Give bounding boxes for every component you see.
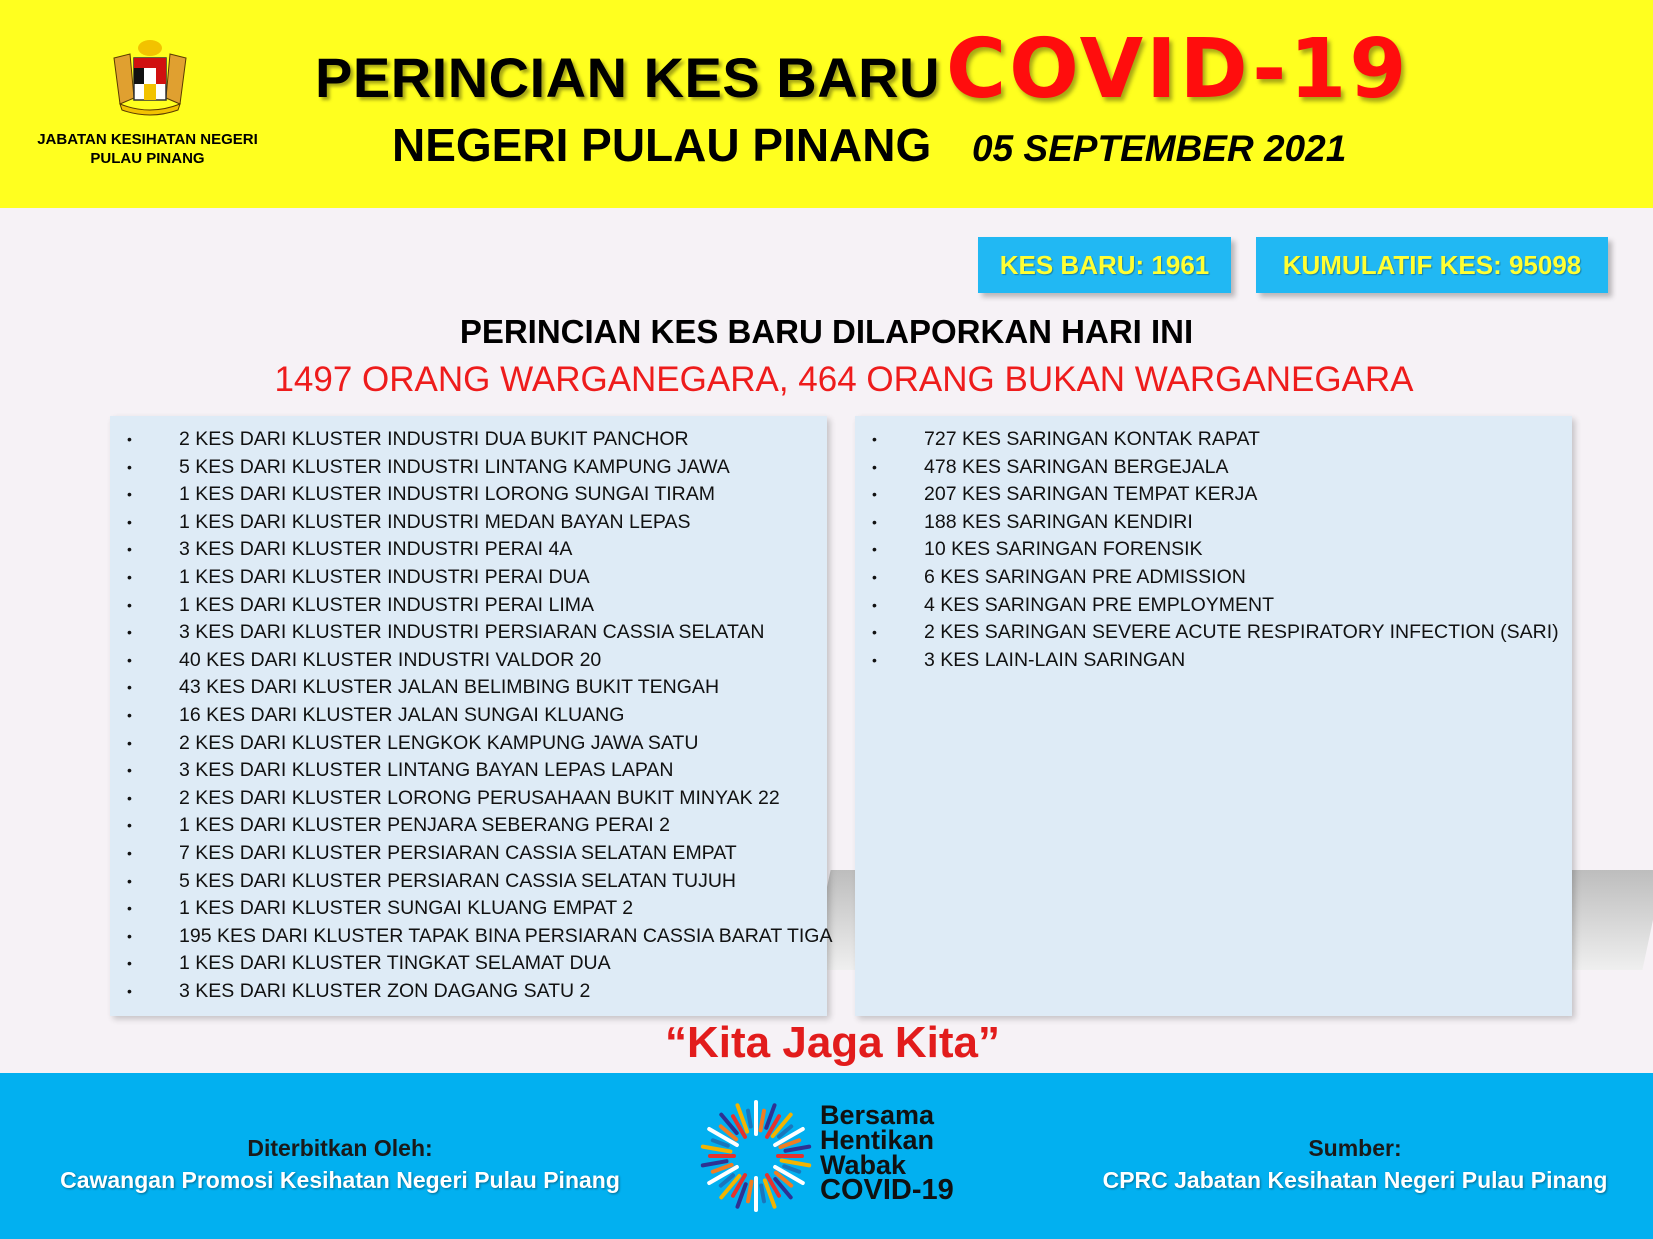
- list-item-text: 3 KES DARI KLUSTER INDUSTRI PERSIARAN CASSIA SELATAN: [179, 621, 765, 644]
- bullet-icon: •: [127, 596, 132, 613]
- burst-stroke: [784, 1166, 799, 1171]
- list-item-text: 1 KES DARI KLUSTER INDUSTRI PERAI LIMA: [179, 593, 595, 616]
- burst-stroke: [748, 1111, 751, 1127]
- campaign-word: Bersama: [820, 1100, 935, 1130]
- list-item: [110, 619, 827, 647]
- list-item-text: 478 KES SARINGAN BERGEJALA: [924, 455, 1229, 478]
- list-item: [110, 647, 827, 675]
- bullet-icon: •: [872, 431, 877, 447]
- department-name: JABATAN KESIHATAN NEGERI PULAU PINANG: [37, 131, 258, 167]
- list-item: [110, 481, 827, 509]
- list-item-text: 3 KES DARI KLUSTER INDUSTRI PERAI 4A: [179, 538, 573, 561]
- new-cases-badge: KES BARU: 1961: [978, 237, 1231, 293]
- list-item-text: 195 KES DARI KLUSTER TAPAK BINA PERSIARAN CASSIA BARAT TIGA: [179, 924, 833, 947]
- list-item: [855, 536, 1572, 564]
- campaign-word: Wabak: [820, 1150, 907, 1180]
- list-item: [855, 647, 1572, 675]
- list-item: [110, 592, 827, 620]
- list-item-text: 10 KES SARINGAN FORENSIK: [924, 538, 1203, 561]
- list-item-text: 1 KES DARI KLUSTER INDUSTRI MEDAN BAYAN LEPAS: [179, 510, 691, 533]
- bullet-icon: •: [127, 568, 132, 585]
- bullet-icon: •: [127, 734, 132, 751]
- bullet-icon: •: [127, 844, 132, 861]
- list-item-text: 1 KES DARI KLUSTER TINGKAT SELAMAT DUA: [179, 952, 611, 975]
- list-item: [855, 481, 1572, 509]
- list-item-text: 2 KES DARI KLUSTER INDUSTRI DUA BUKIT PANCHOR: [179, 428, 689, 450]
- list-item: [110, 923, 833, 951]
- burst-stroke: [713, 1140, 728, 1145]
- list-item: [110, 674, 827, 702]
- list-item-text: 7 KES DARI KLUSTER PERSIARAN CASSIA SELATAN EMPAT: [179, 841, 737, 864]
- bullet-icon: •: [872, 458, 877, 475]
- bullet-icon: •: [872, 568, 877, 585]
- burst-stroke: [782, 1161, 810, 1166]
- list-item-text: 16 KES DARI KLUSTER JALAN SUNGAI KLUANG: [179, 703, 625, 726]
- bullet-icon: •: [872, 651, 877, 668]
- bullet-icon: •: [127, 706, 132, 723]
- list-item-text: 207 KES SARINGAN TEMPAT KERJA: [924, 483, 1258, 506]
- list-item: [110, 950, 827, 978]
- campaign-word: Hentikan: [820, 1125, 935, 1155]
- coat-of-arms-icon: [90, 38, 210, 118]
- list-item: [110, 812, 827, 840]
- list-item-text: 4 KES SARINGAN PRE EMPLOYMENT: [924, 593, 1275, 616]
- bullet-icon: •: [127, 486, 132, 503]
- bullet-icon: •: [127, 927, 132, 944]
- burst-stroke: [761, 1111, 765, 1131]
- list-item-text: 40 KES DARI KLUSTER INDUSTRI VALDOR 20: [179, 648, 602, 671]
- bullet-icon: •: [872, 596, 877, 613]
- cluster-list: [110, 416, 833, 1005]
- bullet-icon: •: [127, 900, 132, 917]
- bullet-icon: •: [127, 789, 132, 806]
- burst-stroke: [703, 1147, 731, 1152]
- bullet-icon: •: [872, 624, 877, 641]
- list-item-text: 2 KES SARINGAN SEVERE ACUTE RESPIRATORY INFECTION (SARI): [924, 621, 1559, 644]
- list-item-text: 3 KES DARI KLUSTER ZON DAGANG SATU 2: [179, 979, 591, 1002]
- list-item-text: 3 KES LAIN-LAIN SARINGAN: [924, 648, 1186, 671]
- cluster-panel: [110, 416, 833, 1016]
- title-line1: PERINCIAN KES BARU: [315, 46, 941, 109]
- campaign-logo-text: [820, 1100, 954, 1206]
- burst-stroke: [748, 1182, 752, 1202]
- list-item: [110, 840, 827, 868]
- list-item: [855, 592, 1572, 620]
- bullet-icon: •: [127, 817, 132, 834]
- cumulative-cases-badge: KUMULATIF KES: 95098: [1256, 237, 1608, 293]
- list-item: [110, 785, 827, 813]
- section-heading: PERINCIAN KES BARU DILAPORKAN HARI INI: [459, 313, 1194, 350]
- list-item-text: 1 KES DARI KLUSTER INDUSTRI LORONG SUNGAI TIRAM: [179, 483, 715, 506]
- title-covid: COVID-19: [946, 22, 1410, 117]
- list-item-text: 1 KES DARI KLUSTER PENJARA SEBERANG PERAI 2: [179, 814, 670, 837]
- bullet-icon: •: [872, 486, 877, 503]
- bullet-icon: •: [872, 513, 877, 530]
- bullet-icon: •: [127, 651, 132, 668]
- list-item: [110, 536, 827, 564]
- burst-stroke: [761, 1186, 764, 1202]
- campaign-burst-icon: [698, 1098, 814, 1214]
- list-item-text: 727 KES SARINGAN KONTAK RAPAT: [924, 428, 1260, 450]
- slogan: “Kita Jaga Kita”: [665, 1018, 1000, 1067]
- source-text: CPRC Jabatan Kesihatan Negeri Pulau Pinang: [1102, 1167, 1608, 1193]
- bullet-icon: •: [127, 762, 132, 779]
- list-item: [110, 426, 827, 454]
- bullet-icon: •: [127, 982, 132, 999]
- list-item-text: 188 KES SARINGAN KENDIRI: [924, 510, 1193, 533]
- list-item: [855, 564, 1572, 592]
- bullet-icon: •: [127, 458, 132, 475]
- bullet-icon: •: [127, 679, 132, 696]
- published-label: Diterbitkan Oleh:: [247, 1135, 433, 1161]
- bullet-icon: •: [127, 624, 132, 641]
- list-item-text: 2 KES DARI KLUSTER LENGKOK KAMPUNG JAWA SATU: [179, 731, 699, 754]
- list-item-text: 2 KES DARI KLUSTER LORONG PERUSAHAAN BUKIT MINYAK 22: [179, 786, 780, 809]
- list-item-text: 43 KES DARI KLUSTER JALAN BELIMBING BUKIT TENGAH: [179, 676, 720, 699]
- bullet-icon: •: [127, 513, 132, 530]
- list-item: [855, 509, 1572, 537]
- list-item-text: 5 KES DARI KLUSTER INDUSTRI LINTANG KAMPUNG JAWA: [179, 455, 730, 478]
- list-item-text: 3 KES DARI KLUSTER LINTANG BAYAN LEPAS LAPAN: [179, 759, 674, 782]
- burst-stroke: [786, 1147, 810, 1151]
- report-date: 05 SEPTEMBER 2021: [972, 128, 1347, 169]
- bullet-icon: •: [872, 541, 877, 558]
- list-item: [110, 454, 827, 482]
- list-item-text: 1 KES DARI KLUSTER INDUSTRI PERAI DUA: [179, 565, 590, 588]
- screening-panel: [855, 416, 1572, 1016]
- list-item: [110, 757, 827, 785]
- list-item: [855, 454, 1572, 482]
- list-item: [855, 619, 1572, 647]
- bullet-icon: •: [127, 872, 132, 889]
- list-item: [110, 895, 827, 923]
- list-item: [110, 564, 827, 592]
- list-item: [110, 702, 827, 730]
- bullet-icon: •: [127, 431, 132, 447]
- list-item: [110, 730, 827, 758]
- list-item-text: 1 KES DARI KLUSTER SUNGAI KLUANG EMPAT 2: [179, 897, 634, 920]
- list-item: [110, 978, 827, 1006]
- list-item: [110, 868, 827, 896]
- source-label: Sumber:: [1308, 1135, 1402, 1161]
- list-item: [855, 426, 1572, 454]
- campaign-word: COVID-19: [820, 1174, 954, 1206]
- published-by: Cawangan Promosi Kesihatan Negeri Pulau Pinang: [60, 1167, 620, 1193]
- bullet-icon: •: [127, 955, 132, 972]
- list-item: [110, 509, 827, 537]
- section-subheading: 1497 ORANG WARGANEGARA, 464 ORANG BUKAN WARGANEGARA: [274, 360, 1414, 399]
- bullet-icon: •: [127, 541, 132, 558]
- burst-stroke: [703, 1161, 727, 1165]
- list-item-text: 6 KES SARINGAN PRE ADMISSION: [924, 565, 1246, 588]
- list-item-text: 5 KES DARI KLUSTER PERSIARAN CASSIA SELATAN TUJUH: [179, 869, 736, 892]
- screening-list: [855, 416, 1572, 674]
- title-line2: NEGERI PULAU PINANG: [392, 119, 932, 171]
